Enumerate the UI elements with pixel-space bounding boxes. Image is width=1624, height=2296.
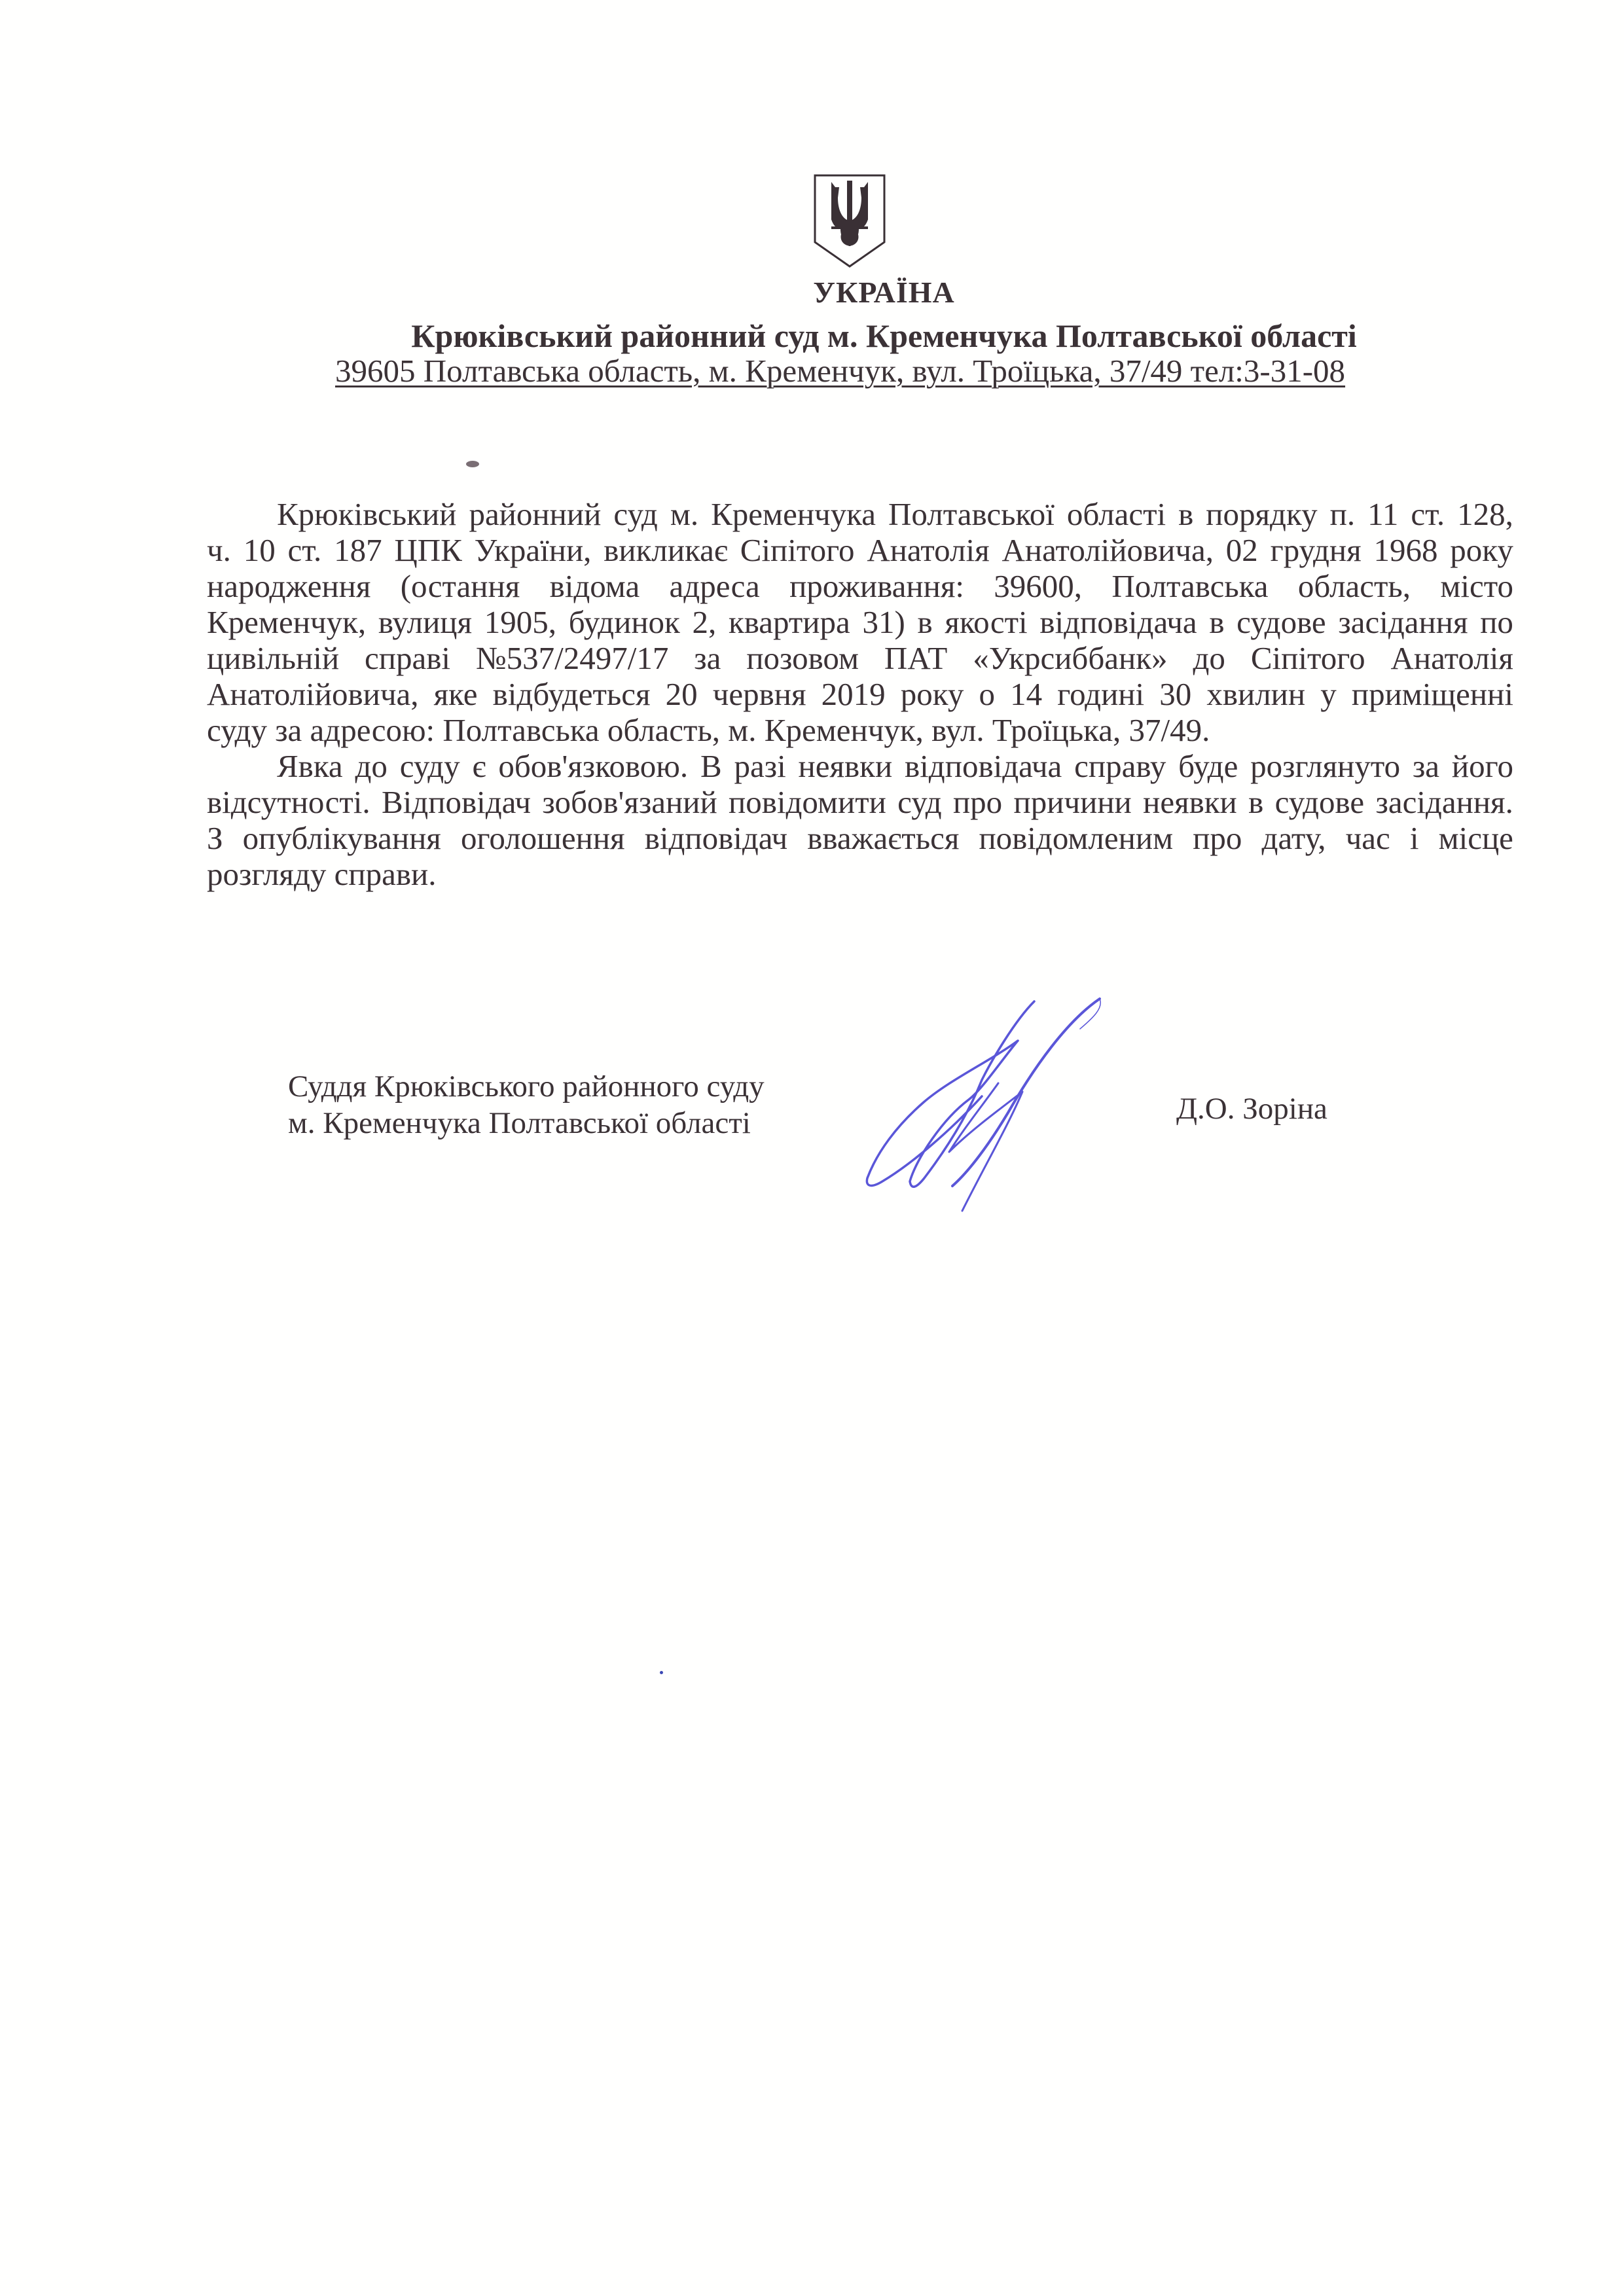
text-line: Крюківський районний суд м. Кременчука Полтавської області в порядку п. 11 ст. 128, [277,496,1513,532]
court-address-line: 39605 Полтавська область, м. Кременчук, вул. Троїцька, 37/49 тел:3-31-08 [335,353,1346,389]
text-line: ч. 10 ст. 187 ЦПК України, викликає Сіпітого Анатолія Анатолійовича, 02 грудня 1968 року [207,532,1513,568]
text-line: відсутності. Відповідач зобов'язаний повідомити суд про причини неявки в судове засідання. [207,784,1513,820]
summons-body [207,496,1513,892]
handwritten-signature-icon [851,982,1152,1217]
scan-speck [466,461,479,467]
paragraph-2 [207,748,1513,892]
judge-title [288,1068,765,1141]
text-line: цивільній справі №537/2497/17 за позовом ПАТ «Укрсиббанк» до Сіпітого Анатолія [207,640,1513,676]
country-heading: УКРАЇНА [813,276,955,309]
text-line: Явка до суду є обов'язковою. В разі неявки відповідача справу буде розглянуто за його [277,748,1513,784]
text-line: розгляду справи. [207,856,437,892]
judge-name: Д.О. Зоріна [1176,1092,1327,1126]
text-line: народження (остання відома адреса проживання: 39600, Полтавська область, місто [207,568,1513,604]
text-line: Анатолійовича, яке відбудеться 20 червня 2019 року о 14 годині 30 хвилин у приміщенні [207,676,1513,712]
text-line: З опублікування оголошення відповідач вважається повідомленим про дату, час і місце [207,820,1513,856]
text-line: Кременчук, вулиця 1905, будинок 2, квартира 31) в якості відповідача в судове засідання по [207,604,1513,640]
trident-coat-of-arms-icon [812,171,888,270]
text-line: суду за адресою: Полтавська область, м. Кременчук, вул. Троїцька, 37/49. [207,712,1210,748]
paragraph-1 [207,496,1513,748]
judge-title-line-1: Суддя Крюківського районного суду [288,1069,765,1103]
scan-speck [660,1671,663,1674]
court-name-heading: Крюківський районний суд м. Кременчука Полтавської області [411,317,1357,354]
judge-title-line-2: м. Кременчука Полтавської області [288,1106,751,1140]
